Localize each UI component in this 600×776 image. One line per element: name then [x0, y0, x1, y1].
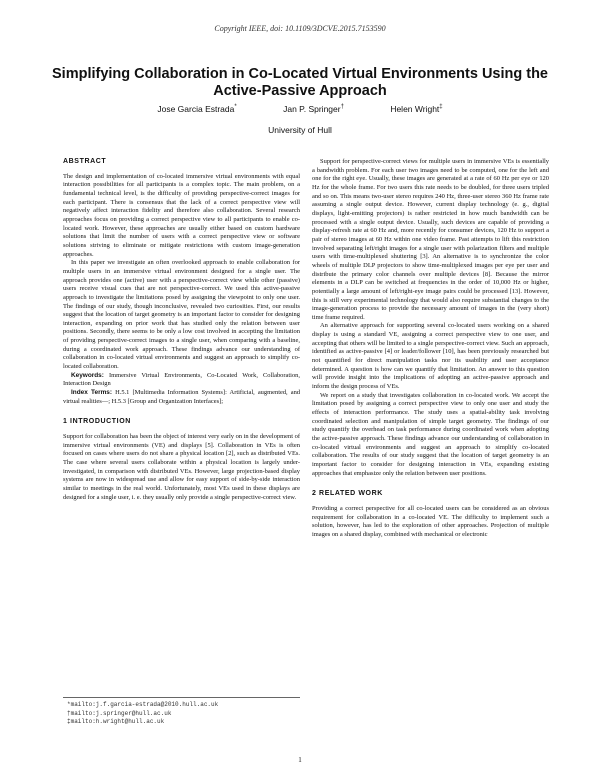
introduction-paragraph: We report on a study that investigates collaboration in co-located work. We accept the limitation posed by assigning a correct perspective view to only one user and study the effects of interaction performance. The study uses a spatial-ability task involving coordinated selection and manipulation of simple target geometry. The findings of our study quantify the overhead on task performance during coordinated work when adopting the active-passive approach. These findings advance our understanding of collaboration in co-located virtual environments and suggest an approach to simplify co-located collaboration. The results of our study suggest that the location of target geometry is an important factor to consider for designing interaction in VEs, expanding existing approaches that emphasize only the relation between user positions. [312, 391, 549, 477]
abstract-paragraph: In this paper we investigate an often overlooked approach to enable collaboration for multiple users in an immersive virtual environment designed for a single user. The approach provides one (active) user with a perspective-correct view while other (passive) users receive visual cues that are not perspective-correct. We used this active-passive approach to investigate the limitations posed by assigning the viewpoint to only one user. The findings of our study, though inconclusive, revealed two curiosities. First, our results suggest that the location of target geometry is an important factor to consider for designing interaction, expanding on prior work that has studied only the relation between user positions. Secondly, there seems to be only a low cost involved in accepting the limitation of providing perspective-correct images to a single user, when comparing with a baseline, during a coordinated work approach. These findings advance our understanding of collaboration in co-located virtual environments and suggest an approach to simplify co-located collaboration. [63, 259, 300, 371]
author: Helen Wright‡ [390, 104, 443, 114]
footnote-email[interactable]: *mailto:j.f.garcia-estrada@2010.hull.ac.uk [67, 701, 219, 708]
keywords: Keywords: Immersive Virtual Environments, Co-Located Work, Collaboration, Interaction Design [63, 371, 301, 388]
author: Jan P. Springer† [283, 104, 344, 114]
abstract-heading: ABSTRACT [63, 158, 107, 165]
footnote-email[interactable]: †mailto:j.springer@hull.ac.uk [67, 709, 172, 717]
left-column [63, 158, 300, 502]
page-number: 1 [298, 756, 302, 764]
introduction-paragraph: An alternative approach for supporting several co-located users working on a shared display is using a standard VE, assigning a correct perspective view to one user, and accepting that others will be limited to a single perspective-correct view. Such an approach, identified as active-passive [4] or leader/follower [10], has been previously researched but not quantified for direct manipulation tasks nor its usability and user acceptance determined. A question is how can we quantify that limitation. An answer to this question will provide insight into the implications of adopting an active-passive approach and inform the design process of VEs. [312, 322, 549, 391]
affiliation: University of Hull [268, 125, 332, 135]
copyright-notice: Copyright IEEE, doi: 10.1109/3DCVE.2015.7153590 [214, 24, 386, 33]
introduction-heading: 1 INTRODUCTION [63, 418, 131, 426]
introduction-paragraph: Support for collaboration has been the object of interest very early on in the development of immersive virtual environments (VE) and displays [5]. Collaboration in VEs is often focused on cases where users do not share a physical location [2], such as distributed VEs. The case where several users collaborate within a physical location is largely under-investigated, in comparison with distributed VEs. However, large projection-based display systems are now in widespread use and allow for easy support of side-by-side interaction similar to meetings in the real world. Unfortunately, most VEs used in these displays are designed for a single user, i. e. they usually only provide a single perspective-correct view. [63, 433, 300, 501]
related-work-paragraph: Providing a correct perspective for all co-located users can be considered as an obvious requirement for collaboration in a co-located VE. The difficulty to implement such a solution, however, has led to the exploration of other approaches. Projection of multiple images on a shared display, combined with mechanical or electronic [312, 504, 549, 538]
footnotes [63, 697, 300, 727]
introduction-paragraph: Support for perspective-correct views for multiple users in immersive VEs is essentially a bandwidth problem. For each user two images need to be computed, one for the left and one for the right eye. Usually, these images are generated at a rate of 60 Hz per eye or 120 Hz for the whole frame. For two users this rate needs to be doubled, for three users tripled and so on. This means two-user stereo requires 240 Hz, three-user stereo 360 Hz frame rate assuming a single output device. However, current display technology (e. g., digital displays, light-emitting projectors) is rather restricted in how much bandwidth can be processed with a single output device. Usually, such devices are capable of providing a display-refresh rate at 60 Hz and, more recently for consumer devices, 120 Hz to support a pair of stereo images at 60 Hz within one video frame. Past attempts to lift this restriction involved separating left/right images for a single user with polarization filters and multiple users with time-multiplexed shuttering [3]. An alternative is to synchronize the color wheels of multiple DLP projectors to show time-multiplexed images per eye per user and distribute the primary color channels over multiple devices [8]. Because the mirror elements in a DLP can be switched at frequencies in the order of 10,000 Hz or higher, potentially a large amount of left/right-eye image pairs could be processed [13]. However, this is still very experimental technology that would also require substantial changes to the image-generation process to provide the necessary amount of images in the (very short) time frame required. [312, 158, 549, 321]
related-work-heading: 2 RELATED WORK [312, 490, 383, 498]
index-terms: Index Terms: H.5.1 [Multimedia Information Systems]: Artificial, augmented, and virtual realities—; H.5.3 [Group and Organization Interfaces]; [63, 389, 301, 405]
right-column [312, 158, 549, 540]
paper-title: Simplifying Collaboration in Co-Located Virtual Environments Using the Active-Passive Approach [52, 66, 548, 99]
footnote-email[interactable]: ‡mailto:h.wright@hull.ac.uk [67, 718, 165, 725]
abstract-paragraph: The design and implementation of co-located immersive virtual environments with equal interaction possibilities for all participants is a complex topic. The main problem, on a fundamental technical level, is the difficulty of providing perspective-correct images for each participant. There is consensus that the lack of a correct perspective view will negatively affect interaction fidelity and therefore also collaboration. Several research approaches focus on providing a correct perspective view to all participants to enable co-located work. However, these approaches are usually either based on custom hardware solutions that limit the number of users with a correct perspective view or software solutions striving to eliminate or mitigate restrictions with custom image-generation approaches. [63, 172, 300, 258]
author-list [0, 104, 600, 114]
author: Jose Garcia Estrada* [157, 104, 237, 114]
